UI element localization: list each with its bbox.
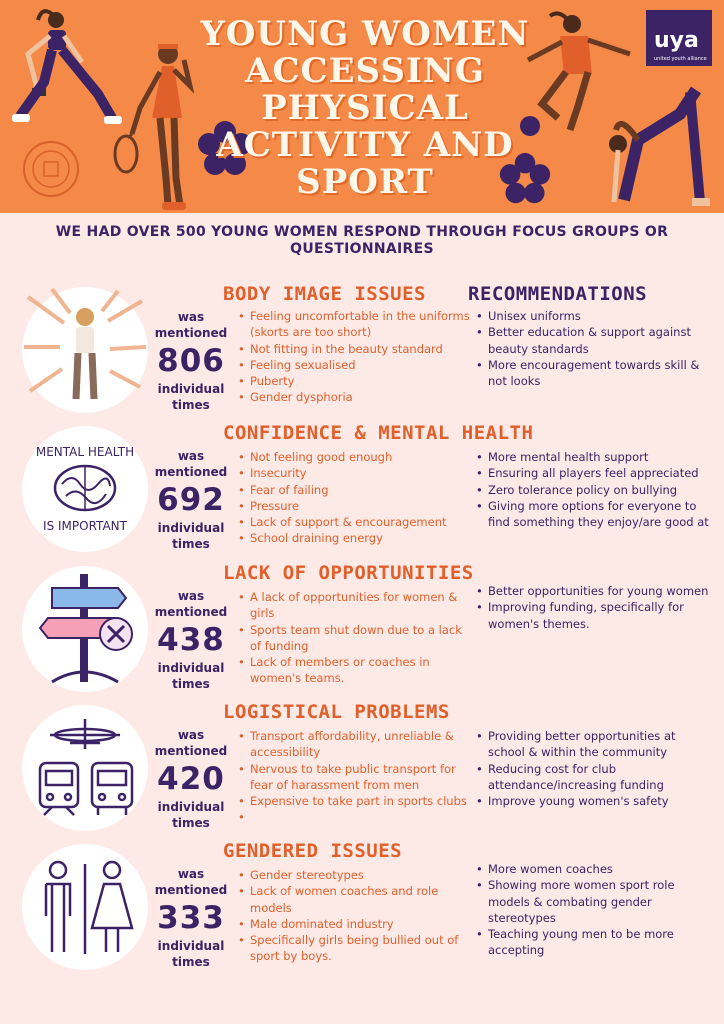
list-item: • More women coaches — [476, 861, 712, 877]
list-item: • Improve young women's safety — [476, 793, 712, 809]
list-item: • Puberty — [238, 373, 474, 389]
recommendations-list — [476, 861, 712, 959]
mention-count: 438 — [157, 622, 225, 658]
list-item: • Specifically girls being bullied out of sport by boys. — [238, 932, 474, 965]
recommendations-list — [476, 449, 712, 530]
section-logistical-problems — [0, 701, 724, 839]
mention-stat: was mentioned 438 individual times — [152, 588, 230, 692]
mention-stat: was mentioned 333 individual times — [152, 866, 230, 970]
issues-list — [238, 308, 474, 406]
intro-text: WE HAD OVER 500 YOUNG WOMEN RESPOND THROUGH FOCUS GROUPS OR QUESTIONNAIRES — [55, 224, 669, 257]
icon-circle — [22, 705, 148, 831]
list-item: • Zero tolerance policy on bullying — [476, 482, 712, 498]
issues-list — [238, 728, 474, 826]
male-female-restroom-icon — [22, 844, 148, 970]
list-item: • Feeling sexualised — [238, 357, 474, 373]
list-item: • Not feeling good enough — [238, 449, 474, 465]
transport-icon — [22, 705, 148, 831]
recommendations-list — [476, 583, 712, 632]
list-item: • Gender dysphoria — [238, 389, 474, 405]
list-item: • Lack of members or coaches in women's teams. — [238, 654, 474, 687]
section-gendered-issues — [0, 840, 724, 978]
recommendations-list — [476, 308, 712, 389]
section-heading: LACK OF OPPORTUNITIES — [223, 562, 474, 584]
issues-list — [238, 867, 474, 965]
badge-text-bottom: IS IMPORTANT — [43, 519, 127, 533]
signpost-icon — [22, 566, 148, 692]
mention-stat: was mentioned 692 individual times — [152, 448, 230, 552]
icon-circle — [22, 287, 148, 413]
list-item: • Better education & support against beauty standards — [476, 324, 712, 357]
list-item: • Ensuring all players feel appreciated — [476, 465, 712, 481]
page-title: YOUNG WOMEN ACCESSING PHYSICAL ACTIVITY AND SPORT — [200, 14, 530, 202]
list-item: • Insecurity — [238, 465, 474, 481]
mention-count: 420 — [157, 761, 225, 797]
section-heading: BODY IMAGE ISSUES — [223, 283, 426, 305]
list-item: • Giving more options for everyone to find something they enjoy/are good at — [476, 498, 712, 531]
issues-list — [238, 449, 474, 547]
list-item: • Lack of women coaches and role models — [238, 883, 474, 916]
list-item: • Transport affordability, unreliable & accessibility — [238, 728, 474, 761]
section-lack-of-opportunities — [0, 562, 724, 700]
mention-count: 333 — [157, 900, 225, 936]
mention-count: 692 — [157, 482, 225, 518]
list-item: • Fear of failing — [238, 482, 474, 498]
section-body-image — [0, 283, 724, 421]
section-heading: GENDERED ISSUES — [223, 840, 403, 862]
gymnast-illustration — [600, 70, 712, 213]
list-item: • School draining energy — [238, 530, 474, 546]
list-item: • Improving funding, specifically for women's themes. — [476, 599, 712, 632]
section-heading: CONFIDENCE & MENTAL HEALTH — [223, 422, 534, 444]
community-trust-seal-icon — [22, 140, 80, 198]
icon-circle — [22, 566, 148, 692]
icon-circle — [22, 844, 148, 970]
list-item: • Better opportunities for young women — [476, 583, 712, 599]
list-item: • More encouragement towards skill & not looks — [476, 357, 712, 390]
section-heading: LOGISTICAL PROBLEMS — [223, 701, 450, 723]
list-item: • Lack of support & encouragement — [238, 514, 474, 530]
list-item: • Teaching young men to be more accepting — [476, 926, 712, 959]
section-confidence-mental-health — [0, 422, 724, 560]
list-item: • A lack of opportunities for women & girls — [238, 589, 474, 622]
header-banner — [0, 0, 724, 213]
brain-icon — [22, 426, 148, 552]
list-item: • Nervous to take public transport for fear of harassment from men — [238, 761, 474, 794]
list-item: • Pressure — [238, 498, 474, 514]
list-item: • Not fitting in the beauty standard — [238, 341, 474, 357]
list-item: • Providing better opportunities at school & within the community — [476, 728, 712, 761]
list-item: • More mental health support — [476, 449, 712, 465]
pointing-fingers-icon — [22, 287, 148, 413]
issues-list — [238, 589, 474, 687]
mention-stat: was mentioned 806 individual times — [152, 309, 230, 413]
list-item: • Showing more women sport role models & combating gender stereotypes — [476, 877, 712, 926]
list-item: • Male dominated industry — [238, 916, 474, 932]
tennis-player-illustration — [110, 38, 206, 213]
list-item: • Sports team shut down due to a lack of funding — [238, 622, 474, 655]
mention-count: 806 — [157, 343, 225, 379]
list-item: • Reducing cost for club attendance/increasing funding — [476, 761, 712, 794]
list-item — [238, 809, 474, 825]
uya-logo: uya united youth alliance — [646, 10, 712, 66]
list-item: • Feeling uncomfortable in the uniforms (skorts are too short) — [238, 308, 474, 341]
recommendations-list — [476, 728, 712, 809]
list-item: • Unisex uniforms — [476, 308, 712, 324]
recommendations-heading: RECOMMENDATIONS — [468, 283, 648, 305]
badge-text-top: MENTAL HEALTH — [35, 445, 135, 459]
list-item: • Expensive to take part in sports clubs — [238, 793, 474, 809]
icon-circle — [22, 426, 148, 552]
mention-stat: was mentioned 420 individual times — [152, 727, 230, 831]
list-item: • Gender stereotypes — [238, 867, 474, 883]
